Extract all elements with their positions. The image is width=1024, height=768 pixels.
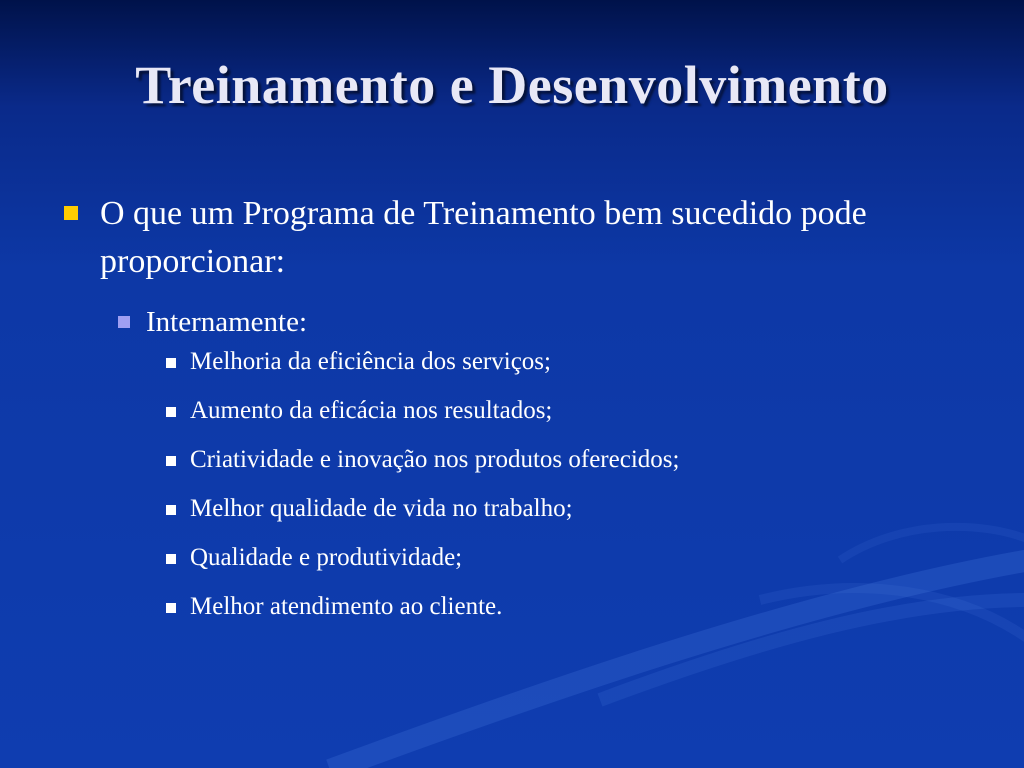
lavender-square-bullet-icon <box>118 316 130 328</box>
list-item-text: Melhoria da eficiência dos serviços; <box>190 348 551 375</box>
main-bullet-item <box>100 190 900 286</box>
white-square-bullet-icon <box>166 358 176 368</box>
list-item-text: Criatividade e inovação nos produtos oferecidos; <box>190 446 680 473</box>
main-bullet-text: O que um Programa de Treinamento bem sucedido pode proporcionar: <box>100 195 867 280</box>
sub-bullet-text: Internamente: <box>146 306 308 338</box>
list-item <box>190 347 1024 396</box>
white-square-bullet-icon <box>166 603 176 613</box>
list-item <box>190 543 1024 592</box>
list-item-text: Qualidade e produtividade; <box>190 544 463 571</box>
slide-content <box>0 190 1024 641</box>
list-item <box>190 494 1024 543</box>
white-square-bullet-icon <box>166 554 176 564</box>
slide-title: Treinamento e Desenvolvimento <box>135 55 889 115</box>
sub-bullet-item <box>146 302 1024 342</box>
white-square-bullet-icon <box>166 456 176 466</box>
list-item <box>190 592 1024 641</box>
sub-items-list <box>0 347 1024 641</box>
yellow-square-bullet-icon <box>64 206 78 220</box>
list-item-text: Aumento da eficácia nos resultados; <box>190 397 553 424</box>
list-item <box>190 396 1024 445</box>
white-square-bullet-icon <box>166 407 176 417</box>
list-item-text: Melhor qualidade de vida no trabalho; <box>190 495 573 522</box>
white-square-bullet-icon <box>166 505 176 515</box>
list-item-text: Melhor atendimento ao cliente. <box>190 593 503 620</box>
list-item <box>190 445 1024 494</box>
